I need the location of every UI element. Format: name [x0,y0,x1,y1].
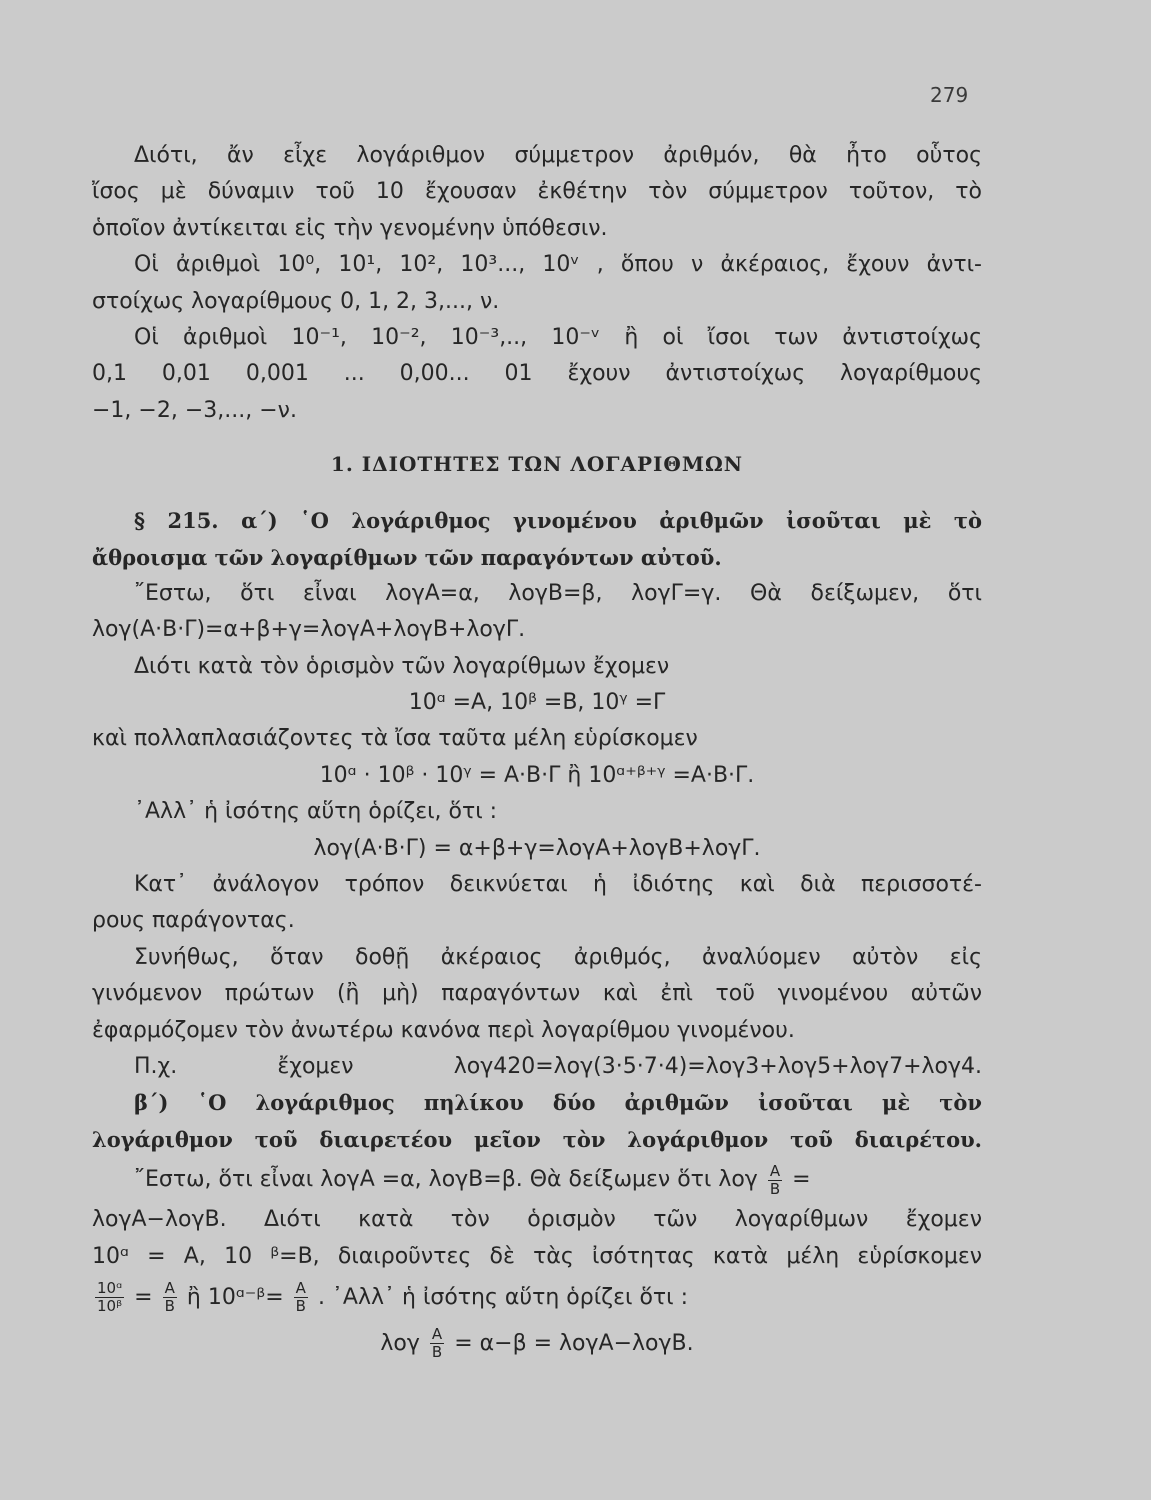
paragraph-line: 0,1 0,01 0,001 ... 0,00... 01 ἔχουν ἀντιστοίχως λογαρίθμους [92,361,982,387]
paragraph-line: Κατ᾿ ἀνάλογον τρόπον δεικνύεται ἡ ἰδιότης καὶ διὰ περισσοτέ- [134,872,982,898]
theorem-line: § 215. α΄) ῾Ο λογάριθμος γινομένου ἀριθμῶν ἰσοῦται μὲ τὸ [134,508,982,534]
paragraph-line: Π.χ. ἔχομεν λογ420=λογ(3·5·7·4)=λογ3+λογ5+λογ7+λογ4. [134,1053,982,1079]
line-text: ῎Εστω, ὅτι εἶναι λογΑ =α, λογΒ=β. Θὰ δείξωμεν ὅτι λογ [134,1167,758,1193]
fraction-denominator: Β [769,1179,781,1198]
theorem-line: ἄθροισμα τῶν λογαρίθμων τῶν παραγόντων αὐτοῦ. [92,544,722,570]
formula-line: λογ(Α·Β·Γ) = α+β+γ=λογΑ+λογΒ+λογΓ. [313,835,761,861]
paragraph-line: ᾿Αλλ᾿ ἡ ἰσότης αὕτη ὁρίζει, ὅτι : [134,799,498,825]
paragraph-line: ῎Εστω, ὅτι εἶναι λογΑ=α, λογΒ=β, λογΓ=γ. Θὰ δείξωμεν, ὅτι [134,580,982,606]
fraction-numerator: 10ᵅ [97,1279,123,1298]
line-text: ἢ 10ᵅ⁻ᵝ= [186,1284,284,1310]
line-text: = [134,1284,153,1310]
fraction-a-over-b [768,1163,782,1198]
paragraph-line: ἴσος μὲ δύναμιν τοῦ 10 ἔχουσαν ἐκθέτην τὸν σύμμετρον τοῦτον, τὸ [92,179,982,205]
fraction-a-over-b [430,1326,444,1361]
paragraph-line: Διότι κατὰ τὸν ὁρισμὸν τῶν λογαρίθμων ἔχομεν [134,653,670,679]
fraction-denominator: Β [164,1297,175,1316]
fraction-denominator: Β [431,1343,443,1362]
page-number: 279 [930,83,969,107]
section-heading: 1. ΙΔΙΟΤΗΤΕΣ ΤΩΝ ΛΟΓΑΡΙΘΜΩΝ [330,452,744,477]
fraction-numerator: Α [163,1280,177,1298]
formula-line: 10ᵅ · 10ᵝ · 10ᵞ = Α·Β·Γ ἢ 10ᵅ⁺ᵝ⁺ᵞ =Α·Β·Γ. [319,762,755,788]
fraction-denominator: 10ᵝ [97,1297,123,1316]
paragraph-line: ρους παράγοντας. [92,908,295,934]
paragraph-line: γινόμενον πρώτων (ἢ μὴ) παραγόντων καὶ ἐπὶ τοῦ γινομένου αὐτῶν [92,981,982,1007]
paragraph-line [92,1158,982,1202]
fraction-numerator: Α [294,1280,308,1298]
formula-line [92,1321,982,1367]
paragraph-line: Οἱ ἀριθμοὶ 10⁻¹, 10⁻², 10⁻³,.., 10⁻ᵛ ἢ οἱ ἴσοι των ἀντιστοίχως [134,324,982,350]
line-text: = α−β = λογΑ−λογΒ. [454,1330,694,1356]
page-body [92,138,982,1367]
paragraph-line: καὶ πολλαπλασιάζοντες τὰ ἴσα ταῦτα μέλη εὑρίσκομεν [92,726,698,752]
fraction-a-over-b [294,1280,308,1315]
line-text: . ᾿Αλλ᾿ ἡ ἰσότης αὕτη ὁρίζει ὅτι : [317,1284,689,1310]
line-text: = [792,1167,811,1193]
paragraph-line: −1, −2, −3,..., −ν. [92,397,297,423]
theorem-line: λογάριθμον τοῦ διαιρετέου μεῖον τὸν λογάριθμον τοῦ διαιρέτου. [92,1126,982,1152]
paragraph-line: στοίχως λογαρίθμους 0, 1, 2, 3,..., ν. [92,288,500,314]
fraction-numerator: Α [430,1326,444,1344]
paragraph-line: Διότι, ἄν εἶχε λογάριθμον σύμμετρον ἀριθμόν, θὰ ἦτο οὗτος [134,143,982,168]
paragraph-line: Οἱ ἀριθμοὶ 10⁰, 10¹, 10², 10³..., 10ᵛ , ὅπου ν ἀκέραιος, ἔχουν ἀντι- [134,252,982,278]
theorem-line: β΄) ῾Ο λογάριθμος πηλίκου δύο ἀριθμῶν ἰσοῦται μὲ τὸν [134,1090,982,1116]
fraction-numerator: Α [768,1163,782,1181]
fraction-denominator: Β [295,1297,306,1316]
paragraph-line: ἐφαρμόζομεν τὸν ἀνωτέρω κανόνα περὶ λογαρίθμου γινομένου. [92,1017,795,1043]
formula-line: 10ᵅ =Α, 10ᵝ =Β, 10ᵞ =Γ [408,690,666,716]
formula-line: λογ(Α·Β·Γ)=α+β+γ=λογΑ+λογΒ+λογΓ. [92,617,526,643]
paragraph-line: 10ᵅ = Α, 10 ᵝ=Β, διαιροῦντες δὲ τὰς ἰσότητας κατὰ μέλη εὑρίσκομεν [92,1243,982,1269]
formula-line [92,1275,982,1321]
fraction-a-over-b [163,1280,177,1315]
line-text: λογ [380,1330,420,1356]
paragraph-line: λογΑ−λογΒ. Διότι κατὰ τὸν ὁρισμὸν τῶν λογαρίθμων ἔχομεν [92,1207,982,1233]
paragraph-line: Συνήθως, ὅταν δοθῇ ἀκέραιος ἀριθμός, ἀναλύομεν αὐτὸν εἰς [134,944,982,970]
fraction-powers [95,1280,124,1315]
paragraph-line: ὁποῖον ἀντίκειται εἰς τὴν γενομένην ὑπόθεσιν. [92,215,608,241]
